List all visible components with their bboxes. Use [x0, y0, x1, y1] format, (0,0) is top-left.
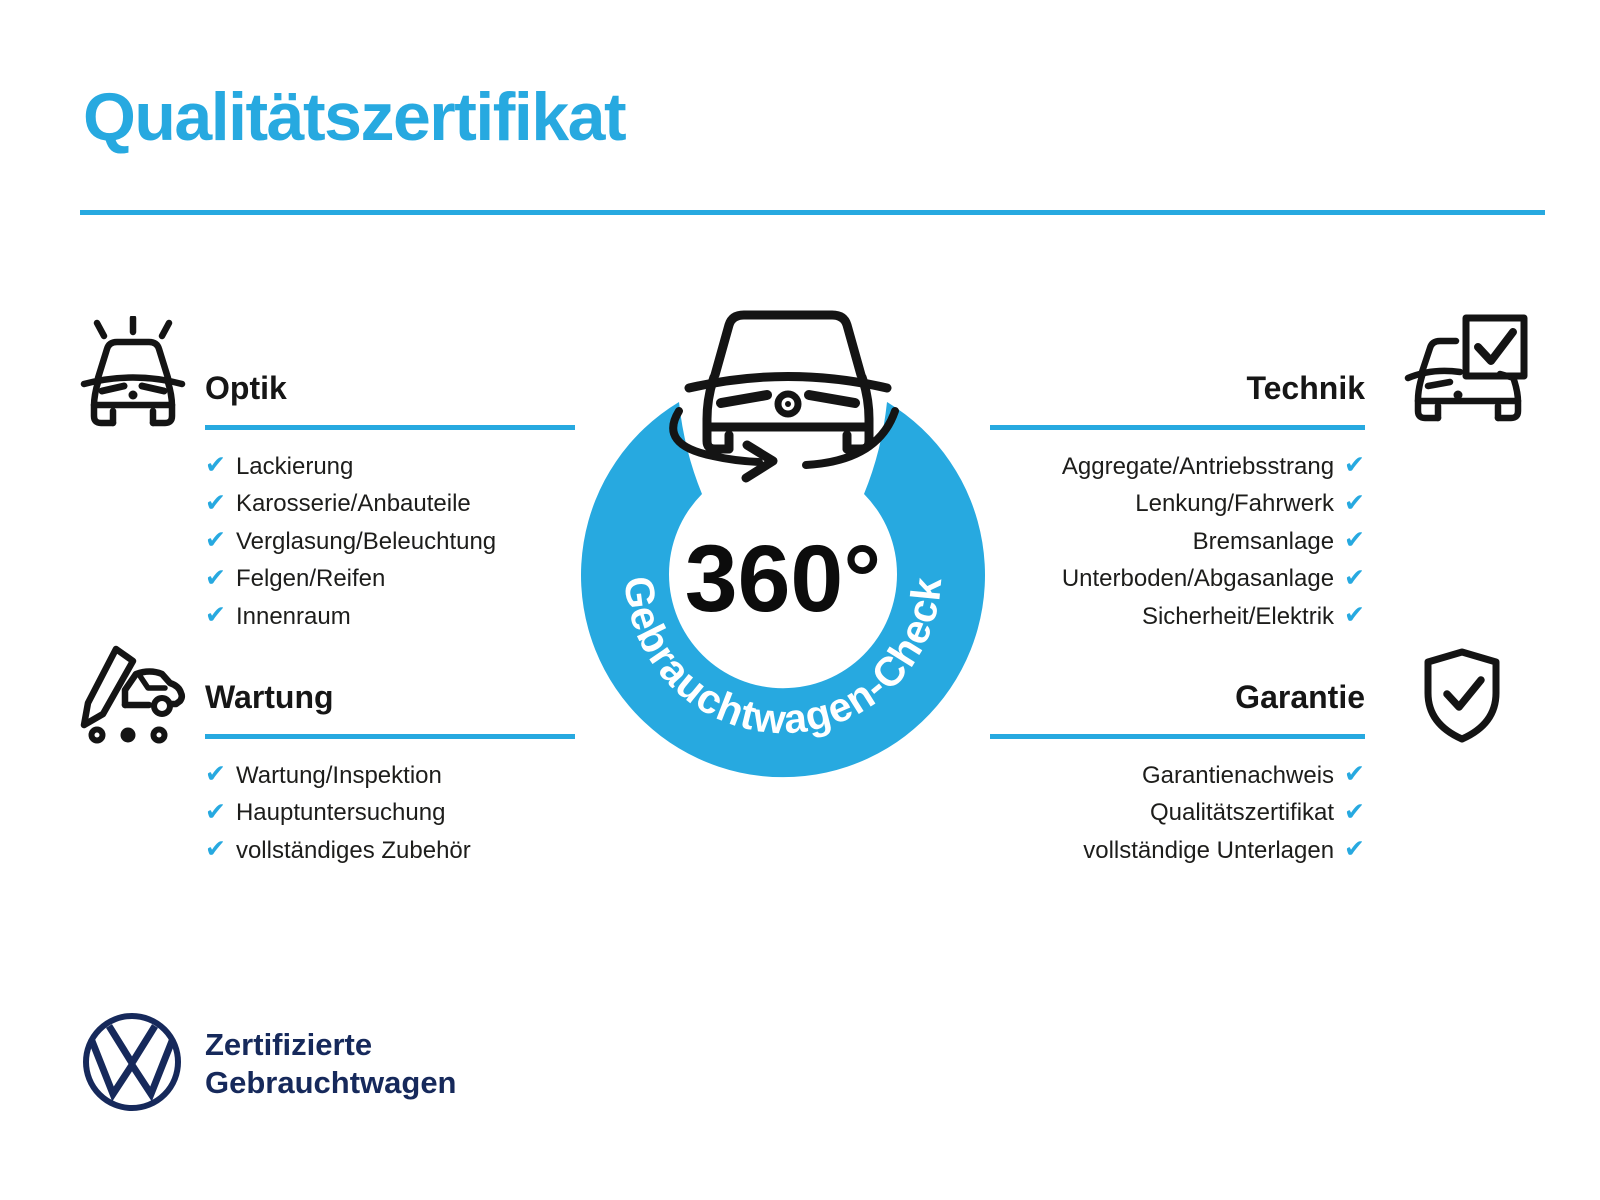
checklist-item: ✔ Sicherheit/Elektrik: [1141, 601, 1365, 630]
checklist-item: ✔ Qualitätszertifikat: [1149, 797, 1365, 827]
check-icon: ✔: [205, 835, 226, 864]
check-icon: ✔: [205, 563, 226, 592]
title-divider: [80, 210, 1545, 215]
checklist-item: ✔ vollständige Unterlagen: [1083, 835, 1365, 864]
badge-center-label: 360°: [684, 526, 882, 632]
checklist-item: ✔ Innenraum: [205, 601, 351, 630]
checklist-item: ✔ Karosserie/Anbauteile: [205, 488, 471, 518]
check-icon: ✔: [1344, 526, 1365, 555]
checklist-item: ✔ Hauptuntersuchung: [205, 797, 446, 827]
section-garantie-title: Garantie: [1235, 679, 1365, 715]
checklist-item: ✔ Lenkung/Fahrwerk: [1135, 488, 1365, 518]
pencil-car-icon: [70, 636, 190, 746]
checklist-item: ✔ Verglasung/Beleuchtung: [205, 526, 497, 555]
section-wartung-title: Wartung: [205, 679, 334, 715]
footer-line1: Zertifizierte: [205, 1027, 373, 1062]
check-icon: ✔: [205, 797, 226, 826]
check-icon: ✔: [205, 488, 226, 517]
garantie-checklist: [990, 739, 1365, 870]
check-icon: ✔: [1344, 797, 1365, 826]
badge-ring-label: Gebrauchtwagen-Check: [615, 573, 951, 743]
car-rotation-icon: [673, 315, 895, 478]
vw-logo: [82, 1012, 182, 1112]
car-checkbox-icon: [1396, 310, 1534, 432]
section-technik: [990, 368, 1365, 636]
check-icon: ✔: [205, 760, 226, 789]
page-title: Qualitätszertifikat: [83, 79, 626, 155]
checklist-item: ✔ Unterboden/Abgasanlage: [1061, 563, 1365, 593]
shield-check-icon: [1406, 643, 1518, 747]
checklist-item: ✔ vollständiges Zubehör: [205, 835, 471, 864]
check-icon: ✔: [1344, 488, 1365, 517]
checklist-item: ✔ Bremsanlage: [1192, 526, 1365, 555]
car-shine-icon: [68, 316, 198, 431]
checklist-item: ✔ Aggregate/Antriebsstrang: [1061, 451, 1365, 480]
checklist-item: ✔ Lackierung: [205, 451, 354, 480]
checklist-item: ✔ Wartung/Inspektion: [205, 760, 442, 789]
optik-checklist: [205, 430, 575, 636]
360-check-badge: [563, 293, 1003, 793]
check-icon: ✔: [1344, 451, 1365, 480]
checklist-item: ✔ Garantienachweis: [1141, 760, 1365, 789]
technik-checklist: [990, 430, 1365, 636]
check-icon: ✔: [1344, 563, 1365, 592]
check-icon: ✔: [205, 451, 226, 480]
footer-line2: Gebrauchtwagen: [205, 1065, 457, 1100]
check-icon: ✔: [1344, 835, 1365, 864]
section-optik-title: Optik: [205, 370, 287, 406]
section-technik-title: Technik: [1246, 370, 1365, 406]
footer-brand-text: [205, 1026, 457, 1102]
check-icon: ✔: [1344, 760, 1365, 789]
check-icon: ✔: [1344, 601, 1365, 630]
check-icon: ✔: [205, 601, 226, 630]
section-garantie: [990, 677, 1365, 870]
section-wartung: [205, 677, 575, 870]
checklist-item: ✔ Felgen/Reifen: [205, 563, 386, 593]
wartung-checklist: [205, 739, 575, 870]
section-optik: [205, 368, 575, 636]
check-icon: ✔: [205, 526, 226, 555]
